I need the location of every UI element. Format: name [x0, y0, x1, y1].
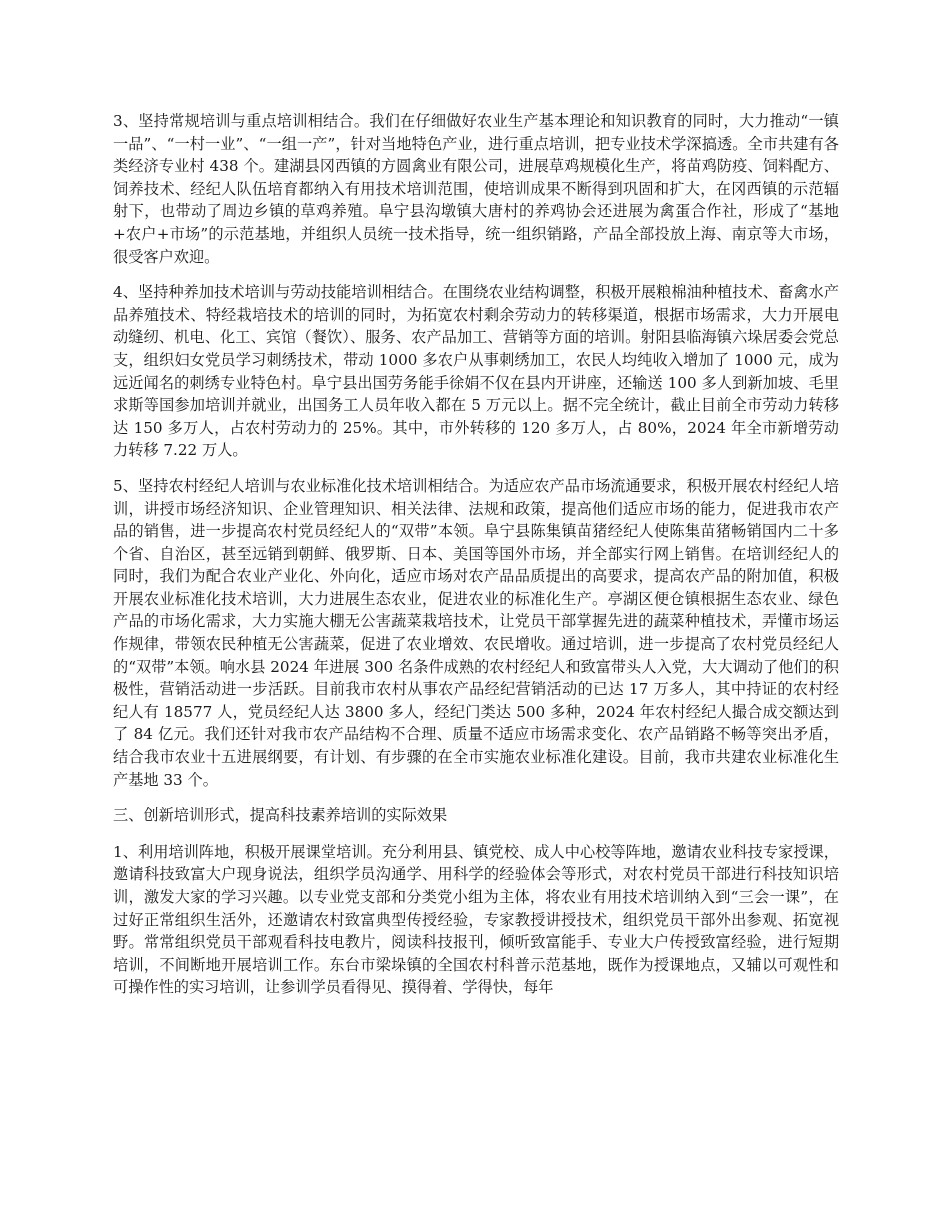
section-heading-3: 三、创新培训形式，提高科技素养培训的实际效果 [113, 806, 448, 825]
paragraph-3-routine-and-key-training: 3、坚持常规培训与重点培训相结合。我们在仔细做好农业生产基本理论和知识教育的同时，大力推动“一镇一品”、“一村一业”、“一组一产”，针对当地特色产业，进行重点培训，把专业技术学深搞透。全市共建有各类经济专业村 438 个。建湖县冈西镇的方圆禽业有限公司，进展草鸡规模化生产，将苗鸡防疫、饲料配方、饲养技术、经纪人队伍培育都纳入有用技术培训范围，使培训成果不断得到巩固和扩大，在冈西镇的示范辐射下，也带动了周边乡镇的草鸡养殖。阜宁县沟墩镇大唐村的养鸡协会还进展为禽蛋合作社，形成了“基地+农户+市场”的示范基地，并组织人员统一技术指导，统一组织销路，产品全部投放上海、南京等大市场，很受客户欢迎。 [113, 112, 839, 266]
document-body [113, 110, 839, 1012]
paragraph-4-skills-training: 4、坚持种养加技术培训与劳动技能培训相结合。在围绕农业结构调整，积极开展粮棉油种植技术、畜禽水产品养殖技术、特经栽培技术的培训的同时，为拓宽农村剩余劳动力的转移渠道，根据市场需求，大力开展电动缝纫、机电、化工、宾馆（餐饮）、服务、农产品加工、营销等方面的培训。射阳县临海镇六垛居委会党总支，组织妇女党员学习刺绣技术，带动 1000 多农户从事刺绣加工，农民人均纯收入增加了 1000 元，成为远近闻名的刺绣专业特色村。阜宁县出国劳务能手徐娟不仅在县内开讲座，还输送 100 多人到新加坡、毛里求斯等国参加培训并就业，出国务工人员年收入都在 5 万元以上。据不完全统计，截止目前全市劳动力转移达 150 多万人，占农村劳动力的 25%。其中，市外转移的 120 多万人，占 80%，2024 年全市新增劳动力转移 7.22 万人。 [113, 283, 839, 460]
paragraph-1-classroom-training: 1、利用培训阵地，积极开展课堂培训。充分利用县、镇党校、成人中心校等阵地，邀请农业科技专家授课，邀请科技致富大户现身说法，组织学员沟通学、用科学的经验体会等形式，对农村党员干部进行科技知识培训，激发大家的学习兴趣。以专业党支部和分类党小组为主体，将农业有用技术培训纳入到“三会一课”，在过好正常组织生活外，还邀请农村致富典型传授经验，专家教授讲授技术，组织党员干部外出参观、拓宽视野。常常组织党员干部观看科技电教片，阅读科技报刊，倾听致富能手、专业大户传授致富经验，进行短期培训，不间断地开展培训工作。东台市梁垛镇的全国农村科普示范基地，既作为授课地点，又辅以可观性和可操作性的实习培训，让参训学员看得见、摸得着、学得快，每年 [113, 842, 839, 997]
paragraph-5-broker-training: 5、坚持农村经纪人培训与农业标准化技术培训相结合。为适应农产品市场流通要求，积极开展农村经纪人培训，讲授市场经济知识、企业管理知识、相关法律、法规和政策，提高他们适应市场的能力，促进我市农产品的销售，进一步提高农村党员经纪人的“双带”本领。阜宁县陈集镇苗猪经纪人使陈集苗猪畅销国内二十多个省、自治区，甚至远销到朝鲜、俄罗斯、日本、美国等国外市场，并全部实行网上销售。在培训经纪人的同时，我们为配合农业产业化、外向化，适应市场对农产品品质提出的高要求，提高农产品的附加值，积极开展农业标准化技术培训，大力进展生态农业，促进农业的标准化生产。亭湖区便仓镇根据生态农业、绿色产品的市场化需求，大力实施大棚无公害蔬菜栽培技术，让党员干部掌握先进的蔬菜种植技术，弄懂市场运作规律，带领农民种植无公害蔬菜，促进了农业增效、农民增收。通过培训，进一步提高了农村党员经纪人的“双带”本领。响水县 2024 年进展 300 名条件成熟的农村经纪人和致富带头人入党，大大调动了他们的积极性，营销活动进一步活跃。目前我市农村从事农产品经纪营销活动的已达 17 万多人，其中持证的农村经纪人有 18577 人，党员经纪人达 3800 多人，经纪门类达 500 多种，2024 年农村经纪人撮合成交额达到了 84 亿元。我们还针对我市农产品结构不合理、质量不适应市场需求变化、农产品销路不畅等突出矛盾，结合我市农业十五进展纲要，有计划、有步骤的在全市实施农业标准化建设。目前，我市共建农业标准化生产基地 33 个。 [113, 476, 839, 789]
